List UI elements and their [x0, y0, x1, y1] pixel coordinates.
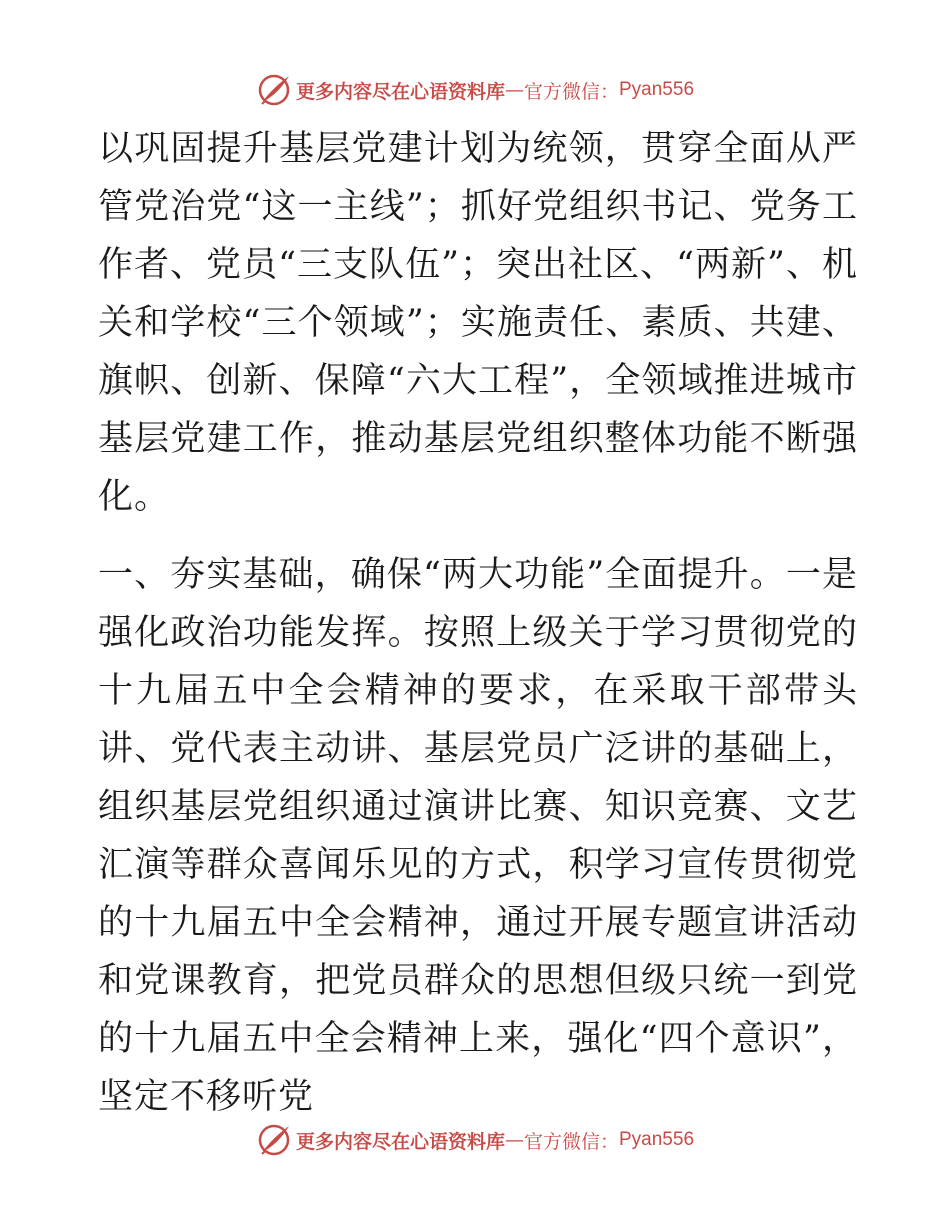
paragraph-2: 一、夯实基础，确保“两大功能”全面提升。一是强化政治功能发挥。按照上级关于学习贯彻党的十九届五中全会精神的要求，在采取干部带头讲、党代表主动讲、基层党员广泛讲的基础上，组织基层党组织通过演讲比赛、知识竞赛、文艺汇演等群众喜闻乐见的方式，积学习宣传贯彻党的十九届五中全会精神，通过开展专题宣讲活动和党课教育，把党员群众的思想但级只统一到党的十九届五中全会精神上来，强化“四个意识”，坚定不移听党	[98, 555, 858, 1117]
footer-brand-text: 更多内容尽在心语资料库	[295, 1130, 505, 1153]
header-brand-text: 更多内容尽在心语资料库	[295, 80, 505, 103]
document-body	[98, 120, 858, 1126]
header-separator: —	[504, 79, 524, 101]
quill-pen-logo-icon	[256, 1122, 292, 1158]
header-wechat-id: Pyan556	[619, 79, 695, 100]
footer-wechat-id: Pyan556	[619, 1129, 695, 1150]
header-banner	[0, 68, 950, 112]
quill-pen-logo-icon	[256, 72, 292, 108]
footer-separator: —	[504, 1129, 524, 1151]
header-wechat-label: 官方微信：	[523, 80, 619, 103]
paragraph-1: 以巩固提升基层党建计划为统领，贯穿全面从严管党治党“这一主线”；抓好党组织书记、党务工作者、党员“三支队伍”；突出社区、“两新”、机关和学校“三个领域”；实施责任、素质、共建、旗帜、创新、保障“六大工程”，全领域推进城市基层党建工作，推动基层党组织整体功能不断强化。	[98, 129, 858, 517]
footer-banner	[0, 1118, 950, 1162]
footer-wechat-label: 官方微信：	[523, 1130, 619, 1153]
